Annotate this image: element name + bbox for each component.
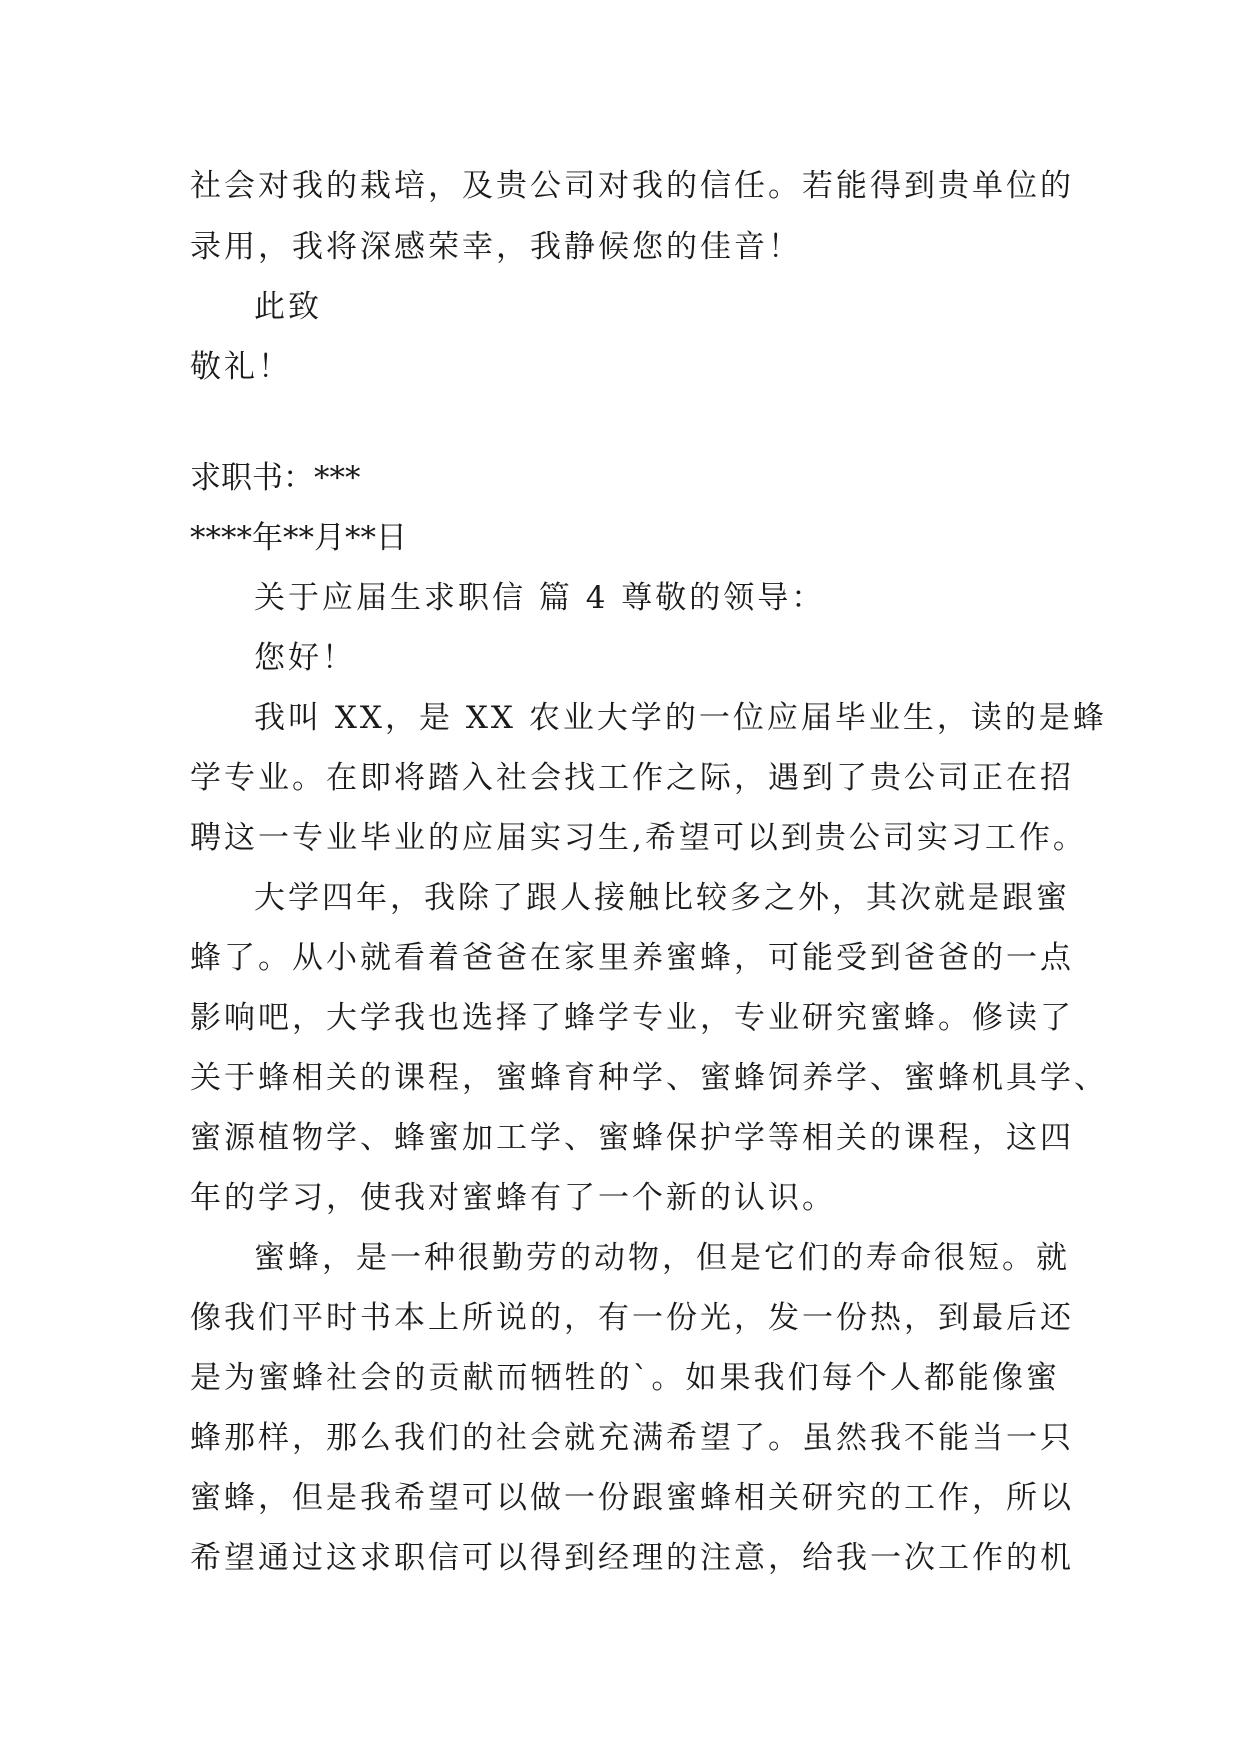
paragraph-line: 蜜源植物学、蜂蜜加工学、蜜蜂保护学等相关的课程，这四 xyxy=(190,1120,1074,1156)
paragraph-line: 聘这一专业毕业的应届实习生,希望可以到贵公司实习工作。 xyxy=(190,820,1087,856)
paragraph-line: 学专业。在即将踏入社会找工作之际，遇到了贵公司正在招 xyxy=(190,760,1074,796)
paragraph-line: 我叫 XX，是 XX 农业大学的一位应届毕业生，读的是蜂 xyxy=(254,700,1107,736)
paragraph-line: 蜂了。从小就看着爸爸在家里养蜜蜂，可能受到爸爸的一点 xyxy=(190,940,1074,976)
paragraph-line: 希望通过这求职信可以得到经理的注意，给我一次工作的机 xyxy=(190,1540,1074,1576)
date-line: ****年**月**日 xyxy=(190,520,407,556)
paragraph-line: 社会对我的栽培，及贵公司对我的信任。若能得到贵单位的 xyxy=(190,168,1074,204)
paragraph-line: 录用，我将深感荣幸，我静候您的佳音！ xyxy=(190,229,802,265)
paragraph-line: 蜜蜂，是一种很勤劳的动物，但是它们的寿命很短。就 xyxy=(254,1240,1070,1276)
paragraph-line: 是为蜜蜂社会的贡献而牺牲的`。如果我们每个人都能像蜜 xyxy=(190,1360,1060,1396)
signature-line: 求职书：*** xyxy=(190,460,361,496)
paragraph-line: 关于蜂相关的课程，蜜蜂育种学、蜜蜂饲养学、蜜蜂机具学、 xyxy=(190,1060,1108,1096)
paragraph-line: 大学四年，我除了跟人接触比较多之外，其次就是跟蜜 xyxy=(254,880,1070,916)
closing-phrase: 此致 xyxy=(254,289,322,325)
paragraph-line: 影响吧，大学我也选择了蜂学专业，专业研究蜜蜂。修读了 xyxy=(190,1000,1074,1036)
section-heading: 关于应届生求职信 篇 4 尊敬的领导： xyxy=(254,580,826,616)
paragraph-line: 蜂那样，那么我们的社会就充满希望了。虽然我不能当一只 xyxy=(190,1420,1074,1456)
paragraph-line: 蜜蜂，但是我希望可以做一份跟蜜蜂相关研究的工作，所以 xyxy=(190,1480,1074,1516)
paragraph-line: 年的学习，使我对蜜蜂有了一个新的认识。 xyxy=(190,1180,836,1216)
greeting: 您好！ xyxy=(254,640,356,676)
salutation-closing: 敬礼！ xyxy=(190,349,292,385)
paragraph-line: 像我们平时书本上所说的，有一份光，发一份热，到最后还 xyxy=(190,1300,1074,1336)
